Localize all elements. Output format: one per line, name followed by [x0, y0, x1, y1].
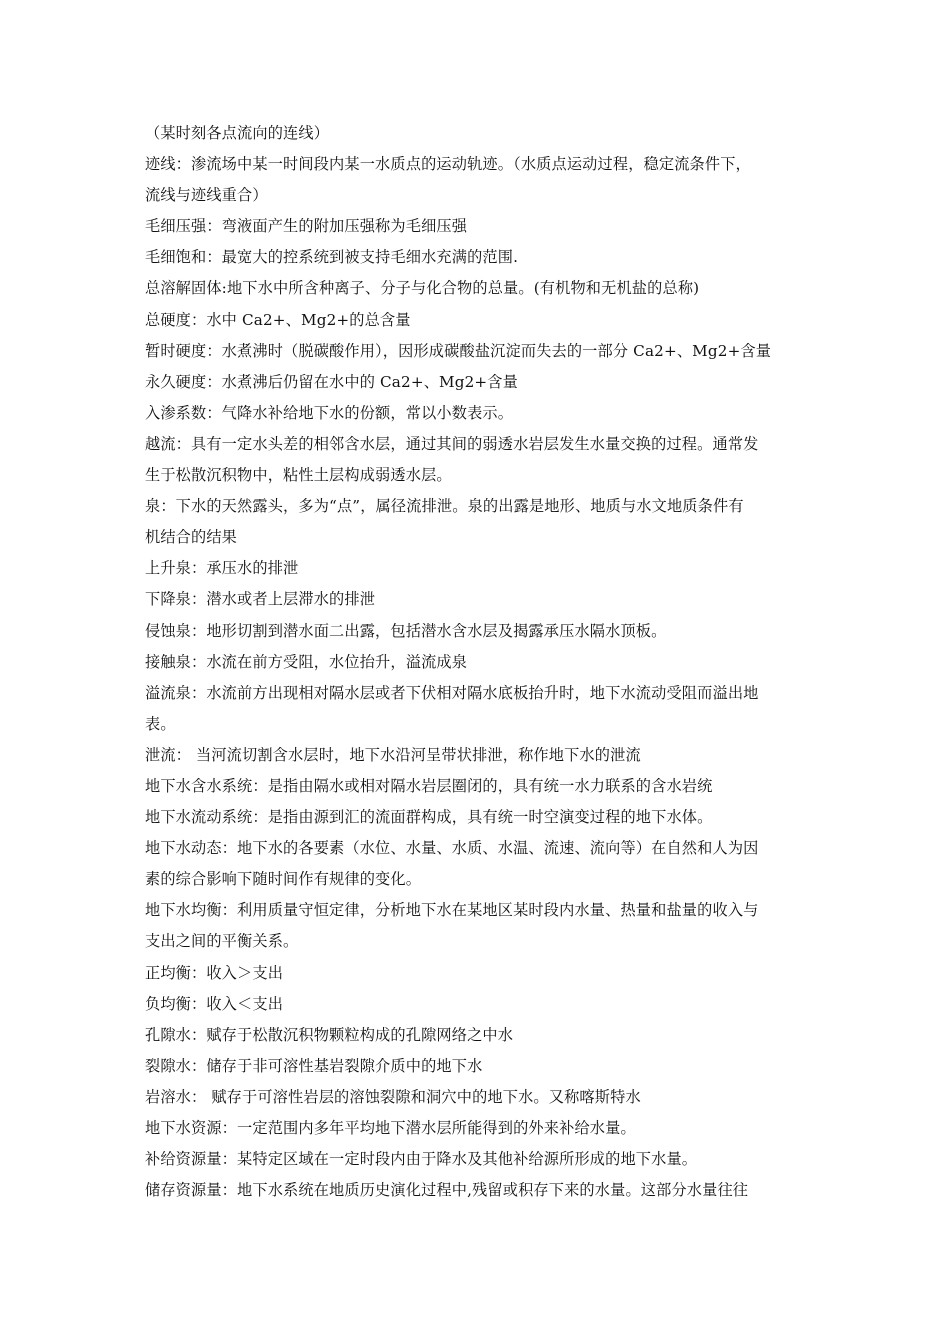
text-line: 孔隙水：赋存于松散沉积物颗粒构成的孔隙网络之中水	[145, 1025, 514, 1044]
text-line: 迹线：渗流场中某一时间段内某一水质点的运动轨迹。（水质点运动过程，稳定流条件下，	[145, 155, 751, 174]
text-line: 永久硬度：水煮沸后仍留在水中的 Ca2+、Mg2+含量	[145, 372, 518, 391]
text-line: 上升泉：承压水的排泄	[145, 559, 299, 578]
text-line: 地下水含水系统：是指由隔水或相对隔水岩层圈闭的，具有统一水力联系的含水岩统	[145, 776, 713, 795]
text-line: 支出之间的平衡关系。	[145, 932, 299, 951]
text-line: 裂隙水：储存于非可溶性基岩裂隙介质中的地下水	[145, 1056, 483, 1075]
text-line: 地下水均衡：利用质量守恒定律，分析地下水在某地区某时段内水量、热量和盐量的收入与	[145, 901, 759, 920]
text-line: 表。	[145, 714, 176, 733]
text-line: 储存资源量：地下水系统在地质历史演化过程中,残留或积存下来的水量。这部分水量往往	[145, 1181, 749, 1200]
text-line: 泉：下水的天然露头，多为“点”，属径流排泄。泉的出露是地形、地质与水文地质条件有	[145, 497, 744, 516]
text-line: 总溶解固体:地下水中所含种离子、分子与化合物的总量。(有机物和无机盐的总称)	[145, 279, 700, 298]
text-line: 岩溶水： 赋存于可溶性岩层的溶蚀裂隙和洞穴中的地下水。又称喀斯特水	[145, 1087, 641, 1106]
text-line: 侵蚀泉：地形切割到潜水面二出露，包括潜水含水层及揭露承压水隔水顶板。	[145, 621, 667, 640]
text-line: 接触泉：水流在前方受阻，水位抬升，溢流成泉	[145, 652, 468, 671]
text-line: 地下水动态：地下水的各要素（水位、水量、水质、水温、流速、流向等）在自然和人为因	[145, 839, 759, 858]
text-line: 生于松散沉积物中，粘性土层构成弱透水层。	[145, 466, 452, 485]
text-line: 机结合的结果	[145, 528, 238, 547]
text-line: 毛细压强：弯液面产生的附加压强称为毛细压强	[145, 217, 468, 236]
text-line: 正均衡：收入＞支出	[145, 963, 284, 982]
text-line: 素的综合影响下随时间作有规律的变化。	[145, 870, 422, 889]
text-line: 越流：具有一定水头差的相邻含水层，通过其间的弱透水岩层发生水量交换的过程。通常发	[145, 434, 759, 453]
text-line: （某时刻各点流向的连线）	[145, 124, 330, 142]
text-line: 流线与迹线重合）	[145, 186, 268, 205]
text-line: 暂时硬度：水煮沸时（脱碳酸作用），因形成碳酸盐沉淀而失去的一部分 Ca2+、Mg2+含量	[145, 341, 772, 360]
text-line: 地下水流动系统：是指由源到汇的流面群构成，具有统一时空演变过程的地下水体。	[145, 808, 713, 827]
text-line: 泄流： 当河流切割含水层时，地下水沿河呈带状排泄，称作地下水的泄流	[145, 745, 641, 764]
text-line: 入渗系数：气降水补给地下水的份额，常以小数表示。	[145, 403, 514, 422]
text-line: 补给资源量：某特定区域在一定时段内由于降水及其他补给源所形成的地下水量。	[145, 1150, 698, 1169]
text-line: 毛细饱和：最宽大的控系统到被支持毛细水充满的范围.	[145, 248, 519, 267]
text-body	[145, 118, 815, 1206]
text-line: 总硬度：水中 Ca2+、Mg2+的总含量	[145, 310, 411, 329]
text-line: 下降泉：潜水或者上层滞水的排泄	[145, 590, 376, 609]
text-line: 地下水资源：一定范围内多年平均地下潜水层所能得到的外来补给水量。	[145, 1119, 636, 1137]
text-line: 溢流泉：水流前方出现相对隔水层或者下伏相对隔水底板抬升时，地下水流动受阻而溢出地	[145, 683, 759, 702]
text-line: 负均衡：收入＜支出	[145, 994, 284, 1013]
